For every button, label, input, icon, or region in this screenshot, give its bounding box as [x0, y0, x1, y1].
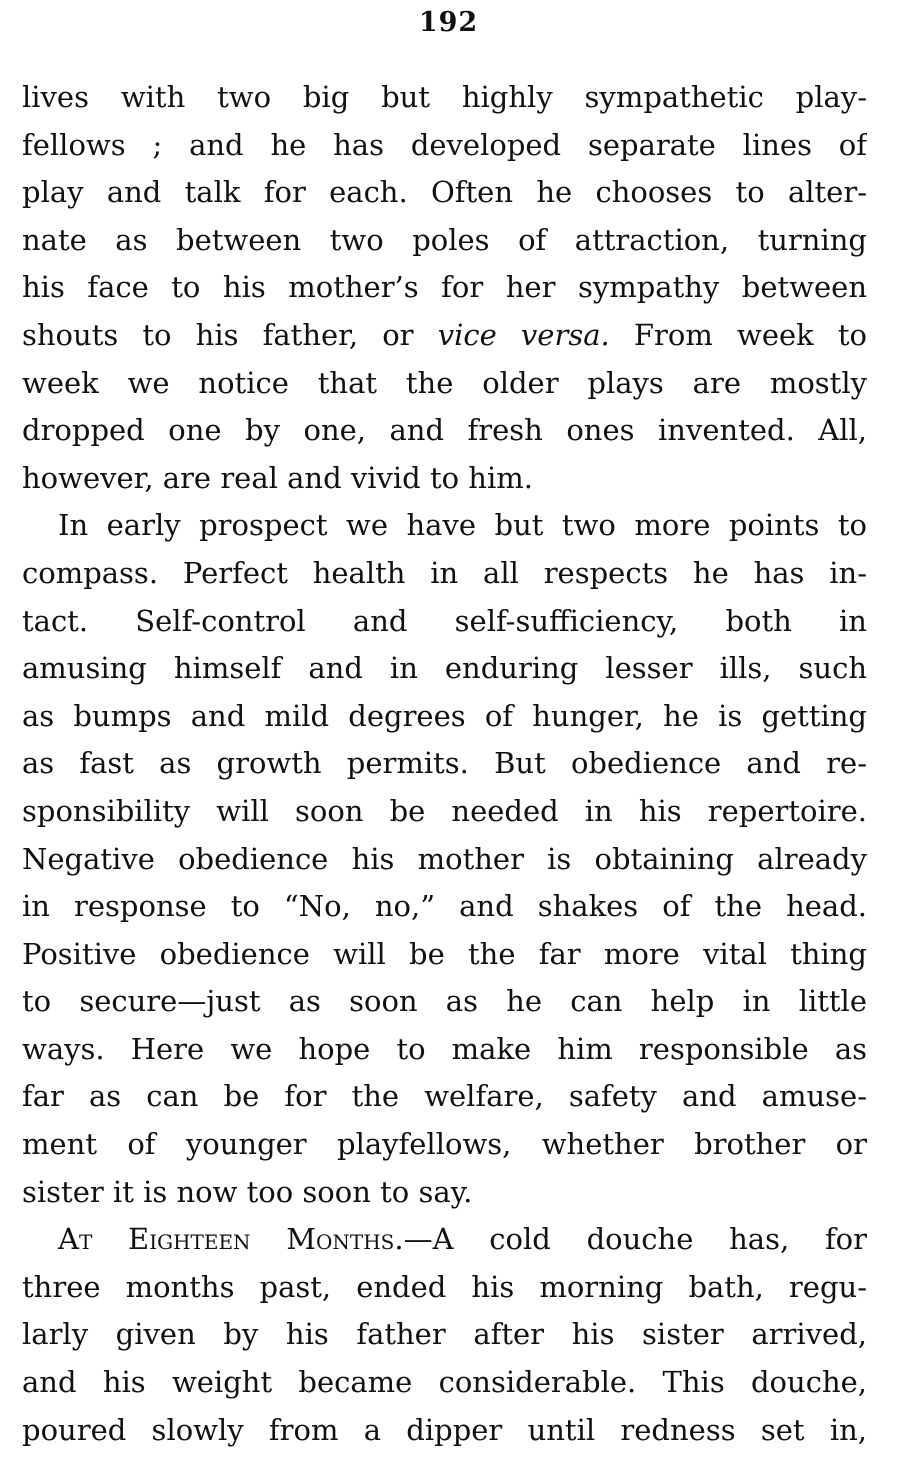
section-heading: At Eighteen Months. [58, 1222, 404, 1257]
text-line [22, 1216, 867, 1264]
text-line: week we notice that the older plays are mostly [22, 365, 867, 400]
text-line: play and talk for each. Often he chooses to alter- [22, 175, 867, 210]
text-run: —A cold douche has, for [403, 1222, 867, 1257]
text-line: nate as between two poles of attraction, turning [22, 222, 867, 257]
text-line: as bumps and mild degrees of hunger, he is getting [22, 698, 867, 733]
text-line: far as can be for the welfare, safety and amuse- [22, 1079, 867, 1114]
text-line: ways. Here we hope to make him responsible as [22, 1031, 867, 1066]
paragraph [22, 74, 867, 502]
text-line: Positive obedience will be the far more vital thing [22, 936, 867, 971]
text-line: and his weight became considerable. This douche, [22, 1365, 867, 1400]
paragraph [22, 1216, 867, 1454]
italic-phrase: vice versa. [437, 317, 610, 352]
text-line: to secure—just as soon as he can help in little [22, 984, 867, 1019]
text-line: lives with two big but highly sympathetic play- [22, 80, 867, 114]
paragraph [22, 502, 867, 1216]
text-line: as fast as growth permits. But obedience and re- [22, 746, 867, 781]
text-line: however, are real and vivid to him. [22, 460, 533, 495]
text-line: fellows ; and he has developed separate lines of [22, 127, 867, 162]
text-line: tact. Self-control and self-sufficiency, both in [22, 603, 867, 638]
text-line: sponsibility will soon be needed in his repertoire. [22, 793, 867, 828]
text-line: dropped one by one, and fresh ones invented. All, [22, 413, 867, 448]
text-line: amusing himself and in enduring lesser ills, such [22, 651, 867, 686]
text-line: three months past, ended his morning bath, regu- [22, 1269, 867, 1304]
text-line: ment of younger playfellows, whether brother or [22, 1127, 867, 1162]
page-number: 192 [418, 7, 479, 38]
text-line: sister it is now too soon to say. [22, 1174, 473, 1209]
text-line: compass. Perfect health in all respects he has in- [22, 555, 867, 590]
text-line: his face to his mother’s for her sympathy between [22, 270, 867, 305]
text-line: in response to “No, no,” and shakes of the head. [22, 889, 867, 924]
text-line: larly given by his father after his sister arrived, [22, 1317, 867, 1352]
page-body-text [22, 74, 867, 1454]
text-line: poured slowly from a dipper until redness set in, [22, 1412, 867, 1447]
text-line: Negative obedience his mother is obtaining already [22, 841, 867, 876]
text-run: From week to [609, 317, 867, 352]
text-line [22, 312, 867, 360]
text-run: shouts to his father, or [22, 317, 438, 352]
text-line: In early prospect we have but two more points to [58, 508, 867, 543]
